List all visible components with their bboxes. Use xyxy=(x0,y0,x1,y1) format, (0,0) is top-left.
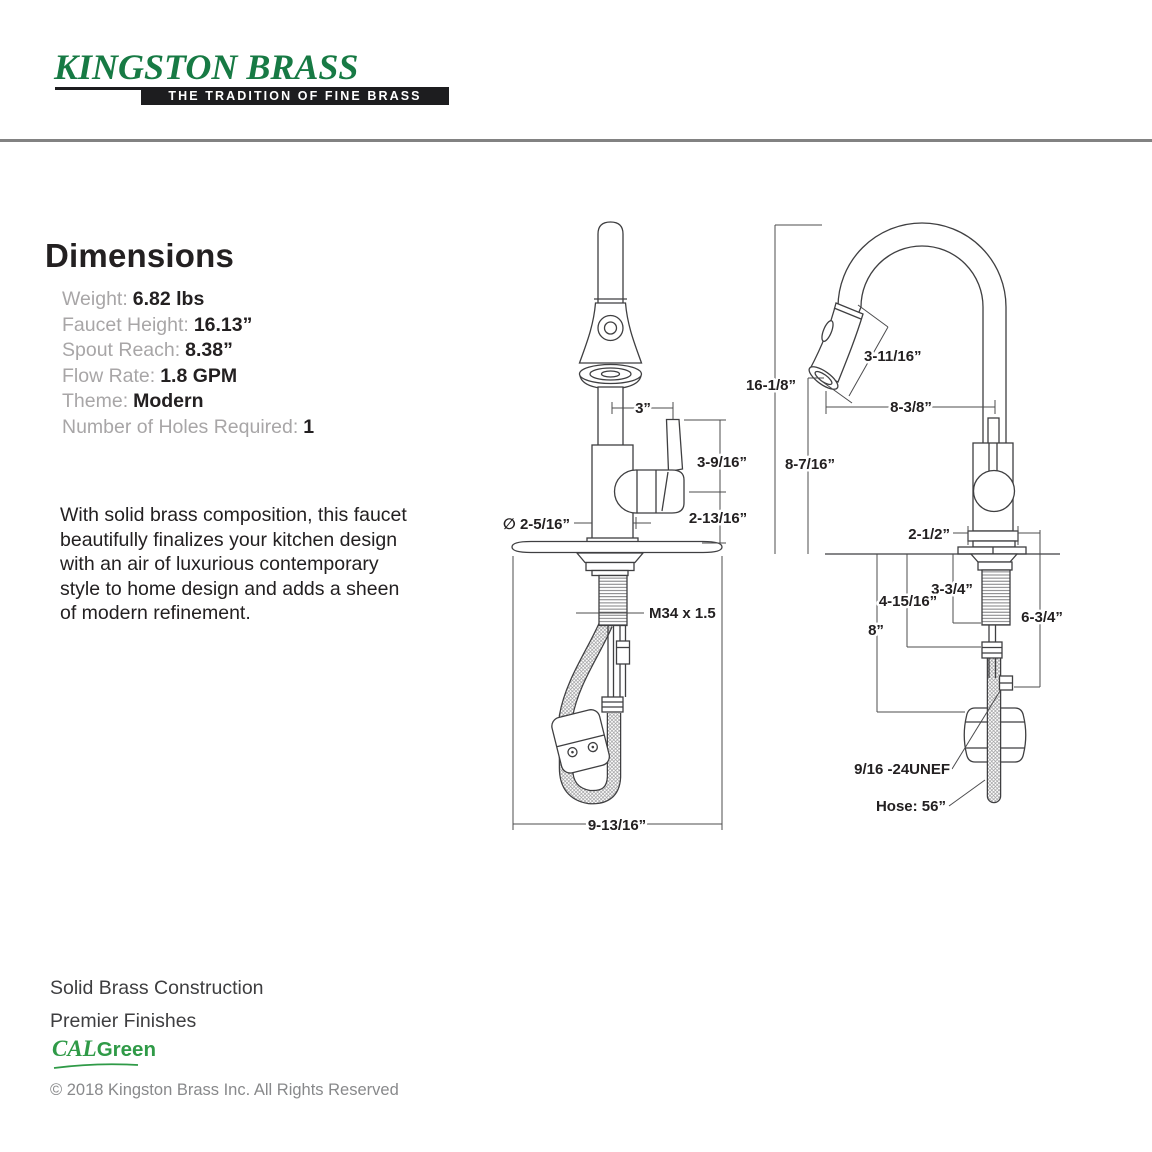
dim-handle-length-label: 3-9/16” xyxy=(696,454,748,471)
front-handle-lever xyxy=(667,420,683,472)
front-mounting-nut xyxy=(586,563,634,571)
side-hose-nut xyxy=(982,642,1002,658)
spec-label: Weight: xyxy=(62,288,128,310)
copyright-notice: © 2018 Kingston Brass Inc. All Rights Reserved xyxy=(50,1081,399,1099)
spec-row-theme xyxy=(62,389,314,415)
spec-value: 16.13” xyxy=(193,313,253,336)
dim-hose-drop-label: 4-15/16” xyxy=(878,593,938,610)
spec-value: 6.82 lbs xyxy=(132,288,205,310)
dim-base-diameter-label: ∅ 2-5/16” xyxy=(502,516,570,533)
spec-label: Faucet Height: xyxy=(62,313,189,336)
dim-deck-width-label: 9-13/16” xyxy=(587,817,647,834)
dim-shank-length-label: 3-3/4” xyxy=(931,581,973,598)
spec-value: Modern xyxy=(133,390,204,413)
calgreen-underline-swoosh xyxy=(52,1061,142,1070)
technical-drawings xyxy=(470,195,1090,865)
front-inline-fitting xyxy=(617,641,630,664)
spec-row-holes xyxy=(62,415,314,441)
side-handle-joint xyxy=(974,471,1015,512)
dim-outlet-height-label: 8-7/16” xyxy=(784,456,836,473)
brand-underline-bar xyxy=(55,87,141,90)
brand-tagline-box xyxy=(141,87,449,105)
spec-value: 1.8 GPM xyxy=(160,364,238,387)
spec-value: 8.38” xyxy=(185,339,233,362)
front-threaded-shank xyxy=(599,576,627,626)
dim-clearance-label: 8” xyxy=(868,622,884,639)
page-title: Dimensions xyxy=(45,237,235,274)
spec-list xyxy=(62,287,314,441)
dim-body-height-label: 2-13/16” xyxy=(688,510,748,527)
dim-base-width-label: 2-1/2” xyxy=(908,526,950,543)
calgreen-logo xyxy=(52,1036,156,1062)
dim-sprayer-length-label: 3-11/16” xyxy=(864,348,922,365)
side-escutcheon xyxy=(958,547,1026,554)
front-hose-nut xyxy=(602,697,623,712)
dim-hose-thread-label: 9/16 -24UNEF xyxy=(854,761,950,778)
brand-logo: KINGSTON BRASS xyxy=(54,47,359,87)
dim-total-height-label: 16-1/8” xyxy=(745,377,797,394)
product-description: With solid brass composition, this faucet beautifully finalizes your kitchen design with an air of luxurious contemporary style to home design and adds a sheen of modern refinement. xyxy=(60,504,407,625)
side-threaded-shank xyxy=(982,570,1010,625)
side-base-flange xyxy=(968,531,1018,541)
spec-value: 1 xyxy=(303,415,315,438)
header-divider-rule xyxy=(0,139,1152,142)
spec-label: Theme: xyxy=(62,390,129,413)
front-deck-plate xyxy=(512,542,722,553)
spec-label: Number of Holes Required: xyxy=(62,415,299,438)
feature-solid-brass: Solid Brass Construction xyxy=(50,977,264,999)
brand-tagline: THE TRADITION OF FINE BRASS xyxy=(168,89,422,103)
dim-shank-thread-label: M34 x 1.5 xyxy=(649,605,716,622)
dim-connector-drop-label: 6-3/4” xyxy=(1021,609,1063,626)
calgreen-cal-text: CAL xyxy=(52,1036,97,1061)
front-spout-tube xyxy=(598,222,623,314)
side-handle-lever xyxy=(988,418,999,445)
front-riser-tube xyxy=(598,387,623,446)
calgreen-green-text: Green xyxy=(96,1038,156,1061)
dim-spout-reach-label: 8-3/8” xyxy=(890,399,932,416)
spec-row-flow-rate xyxy=(62,364,314,390)
side-view-drawing xyxy=(746,223,1063,815)
side-mounting-nut xyxy=(978,562,1012,570)
spec-label: Spout Reach: xyxy=(62,339,181,362)
dim-spout-offset-label: 3” xyxy=(635,400,651,417)
dim-hose-length-label: Hose: 56” xyxy=(875,798,946,815)
spec-row-faucet-height xyxy=(62,313,314,339)
front-view-drawing xyxy=(503,222,747,834)
spec-row-spout-reach xyxy=(62,338,314,364)
spec-row-weight xyxy=(62,287,314,313)
spec-label: Flow Rate: xyxy=(62,364,156,387)
feature-premier-finishes: Premier Finishes xyxy=(50,1010,197,1032)
